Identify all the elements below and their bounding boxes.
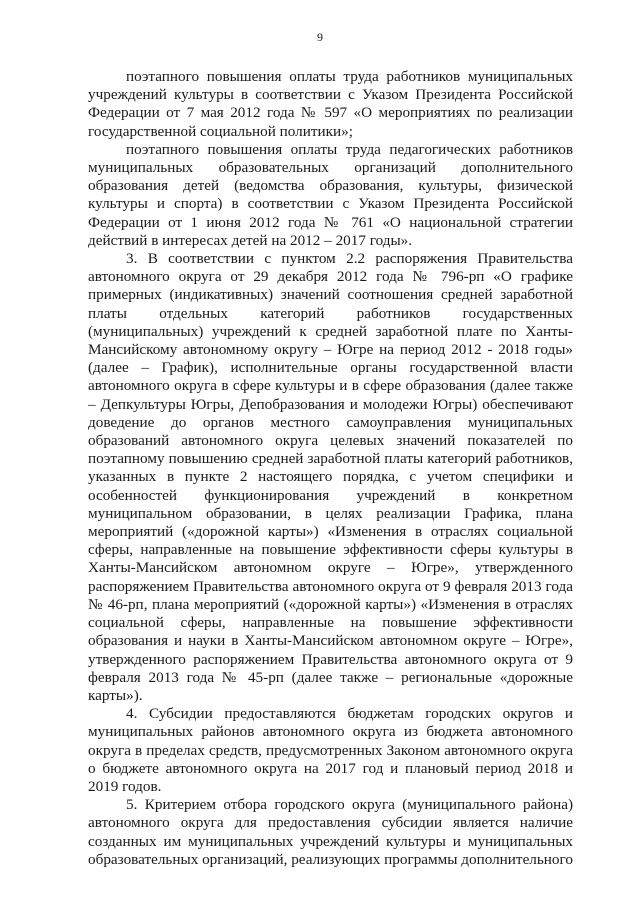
paragraph-culture-wages: поэтапного повышения оплаты труда работников муниципальных учреждений культуры в соответствии с Указом Президента Российской Федерации от 7 мая 2012 года № 597 «О мероприятиях по реализации государственной социальной политики»; (88, 68, 573, 140)
paragraph-item-5: 5. Критерием отбора городского округа (муниципального района) автономного округа для предоставления субсидии является наличие созданных им муниципальных учреждений культуры и муниципальных образовательных организаций, реализующих программы дополнительного (88, 796, 573, 868)
page-number: 9 (317, 30, 323, 44)
paragraph-teacher-wages: поэтапного повышения оплаты труда педагогических работников муниципальных образовательных организаций дополнительного образования детей (ведомства образования, культуры, физической культуры и спорта) в соответствии с Указом Президента Российской Федерации от 1 июня 2012 года № 761 «О национальной стратегии действий в интересах детей на 2012 – 2017 годы». (88, 140, 573, 249)
paragraph-item-3: 3. В соответствии с пунктом 2.2 распоряжения Правительства автономного округа от 29 декабря 2012 года № 796-рп «О графике примерных (индикативных) значений соотношения средней заработной платы отдельных категорий работников государственных (муниципальных) учреждений к средней заработной плате по Ханты-Мансийскому автономному округу – Югре на период 2012 - 2018 годы» (далее – График), исполнительные органы государственной власти автономного округа в сфере культуры и в сфере образования (далее также – Депкультуры Югры, Депобразования и молодежи Югры) обеспечивают доведение до органов местного самоуправления муниципальных образований автономного округа целевых значений показателей по поэтапному повышению средней заработной платы категорий работников, указанных в пункте 2 настоящего порядка, с учетом специфики и особенностей функционирования учреждений в конкретном муниципальном образовании, в целях реализации Графика, плана мероприятий («дорожной карты») «Изменения в отраслях социальной сферы, направленные на повышение эффективности сферы культуры в Ханты-Мансийском автономном округе – Югре», утвержденного распоряжением Правительства автономного округа от 9 февраля 2013 года № 46-рп, плана мероприятий («дорожной карты») «Изменения в отраслях социальной сферы, направленные на повышение эффективности образования и науки в Ханты-Мансийском автономном округе – Югре», утвержденного распоряжением Правительства автономного округа от 9 февраля 2013 года № 45-рп (далее также – региональные «дорожные карты»). (88, 250, 573, 704)
document-body (88, 68, 573, 869)
paragraph-item-4: 4. Субсидии предоставляются бюджетам городских округов и муниципальных районов автономного округа из бюджета автономного округа в пределах средств, предусмотренных Законом автономного округа о бюджете автономного округа на 2017 год и плановый период 2018 и 2019 годов. (88, 705, 573, 795)
